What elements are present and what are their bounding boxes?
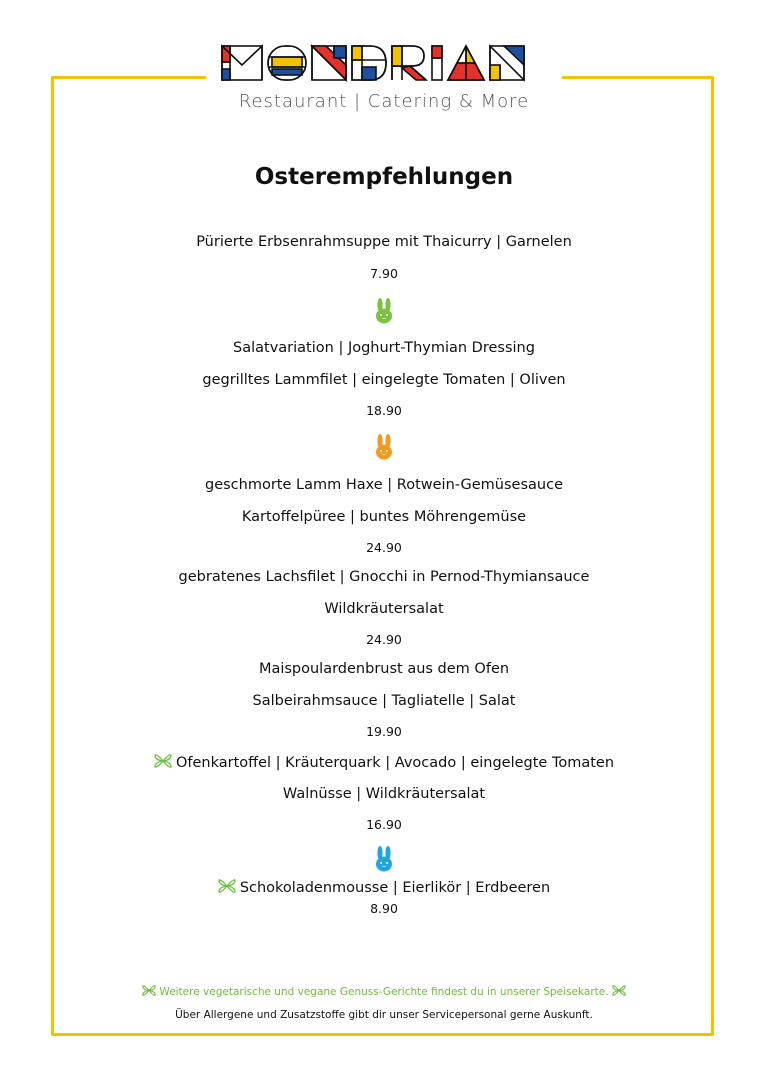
menu-item-price: 24.90 <box>366 540 402 555</box>
menu-item-line: Kartoffelpüree | buntes Möhrengemüse <box>241 509 527 525</box>
mondrian-logo <box>220 43 550 83</box>
vegan-leaf-icon <box>154 753 172 769</box>
menu-item-line: Salatvariation | Joghurt-Thymian Dressing <box>233 340 535 356</box>
menu-title: Osterempfehlungen <box>254 164 514 190</box>
vegan-leaf-icon <box>612 984 626 997</box>
allergen-note: Über Allergene und Zusatzstoffe gibt dir unser Servicepersonal gerne Auskunft. <box>175 1009 593 1021</box>
menu-item-line-vegan <box>0 878 768 896</box>
vegan-leaf-icon <box>218 878 236 894</box>
bunny-orange-icon <box>374 434 394 460</box>
vegan-leaf-icon <box>142 984 156 997</box>
vegan-note <box>0 984 768 998</box>
bunny-green-icon <box>374 298 394 324</box>
vegan-note-text: Weitere vegetarische und vegane Genuss-Gerichte findest du in unserer Speisekarte. <box>159 986 609 998</box>
menu-item-line: Wildkräutersalat <box>324 601 444 617</box>
menu-item-line-vegan <box>0 753 768 771</box>
menu-item-price: 19.90 <box>366 724 402 739</box>
brand-tagline: Restaurant | Catering & More <box>238 91 530 112</box>
menu-item-price: 18.90 <box>366 403 402 418</box>
menu-item-line: gebratenes Lachsfilet | Gnocchi in Pernod-Thymiansauce <box>178 569 590 585</box>
menu-item-line: Walnüsse | Wildkräutersalat <box>282 786 486 802</box>
menu-item-price: 7.90 <box>370 266 398 281</box>
menu-item-price: 8.90 <box>370 901 398 916</box>
menu-item-text: Ofenkartoffel | Kräuterquark | Avocado | eingelegte Tomaten <box>175 755 615 771</box>
menu-item-line: gegrilltes Lammfilet | eingelegte Tomaten | Oliven <box>202 372 566 388</box>
menu-item-line: Maispoulardenbrust aus dem Ofen <box>258 661 510 677</box>
menu-item-line: Pürierte Erbsenrahmsuppe mit Thaicurry | Garnelen <box>196 234 572 250</box>
menu-item-price: 16.90 <box>366 817 402 832</box>
bunny-blue-icon <box>374 846 394 872</box>
menu-item-text: Schokoladenmousse | Eierlikör | Erdbeeren <box>239 880 551 896</box>
menu-item-price: 24.90 <box>366 632 402 647</box>
menu-item-line: geschmorte Lamm Haxe | Rotwein-Gemüsesauce <box>205 477 563 493</box>
menu-item-line: Salbeirahmsauce | Tagliatelle | Salat <box>252 693 516 709</box>
